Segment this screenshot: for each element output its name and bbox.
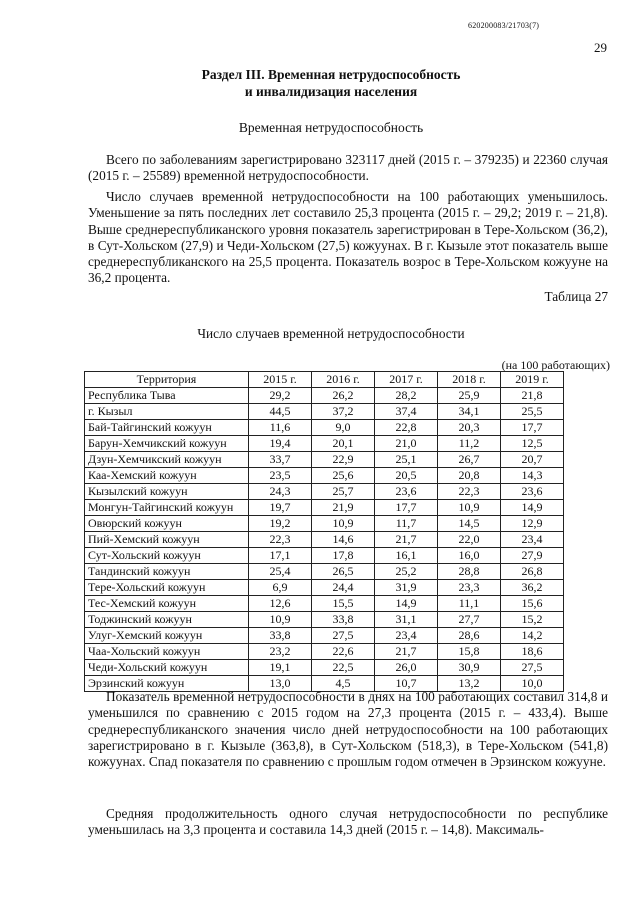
value-cell: 24,3 bbox=[249, 484, 312, 500]
table-row bbox=[85, 436, 564, 452]
value-cell: 11,7 bbox=[375, 516, 438, 532]
territory-cell: Улуг-Хемский кожуун bbox=[85, 628, 249, 644]
paragraph-days-per-100: Показатель временной нетрудоспособности в днях на 100 работающих составил 314,8 и уменьшился по сравнению с 2015 годом на 27,3 процента (2015 г. – 433,4). Выше среднереспубликанского значения число дней нетрудоспособности на 100 работающих зарегистрировано в г. Кызыле (363,8), в Сут-Хольском (518,3), в Тере-Хольском (541,8) кожуунах. Спад показателя по сравнению с прошлым годом отмечен в Эрзинском кожууне. bbox=[88, 689, 608, 770]
value-cell: 12,5 bbox=[501, 436, 564, 452]
value-cell: 28,8 bbox=[438, 564, 501, 580]
territory-cell: Барун-Хемчикский кожуун bbox=[85, 436, 249, 452]
territory-cell: Чеди-Хольский кожуун bbox=[85, 660, 249, 676]
value-cell: 30,9 bbox=[438, 660, 501, 676]
territory-cell: Тоджинский кожуун bbox=[85, 612, 249, 628]
value-cell: 33,8 bbox=[312, 612, 375, 628]
value-cell: 23,6 bbox=[501, 484, 564, 500]
value-cell: 25,7 bbox=[312, 484, 375, 500]
value-cell: 20,5 bbox=[375, 468, 438, 484]
territory-cell: г. Кызыл bbox=[85, 404, 249, 420]
value-cell: 25,2 bbox=[375, 564, 438, 580]
value-cell: 14,5 bbox=[438, 516, 501, 532]
table-title: Число случаев временной нетрудоспособности bbox=[197, 326, 465, 341]
value-cell: 21,9 bbox=[312, 500, 375, 516]
value-cell: 17,1 bbox=[249, 548, 312, 564]
value-cell: 37,2 bbox=[312, 404, 375, 420]
value-cell: 22,5 bbox=[312, 660, 375, 676]
table-row bbox=[85, 484, 564, 500]
value-cell: 14,9 bbox=[501, 500, 564, 516]
value-cell: 33,7 bbox=[249, 452, 312, 468]
value-cell: 14,6 bbox=[312, 532, 375, 548]
value-cell: 25,5 bbox=[501, 404, 564, 420]
table-row bbox=[85, 660, 564, 676]
value-cell: 11,2 bbox=[438, 436, 501, 452]
territory-cell: Сут-Хольский кожуун bbox=[85, 548, 249, 564]
table-unit: (на 100 работающих) bbox=[501, 358, 610, 372]
value-cell: 20,1 bbox=[312, 436, 375, 452]
value-cell: 22,6 bbox=[312, 644, 375, 660]
value-cell: 15,6 bbox=[501, 596, 564, 612]
table-row bbox=[85, 580, 564, 596]
value-cell: 19,7 bbox=[249, 500, 312, 516]
value-cell: 22,0 bbox=[438, 532, 501, 548]
table-row bbox=[85, 564, 564, 580]
column-header-year: 2016 г. bbox=[312, 372, 375, 388]
value-cell: 25,4 bbox=[249, 564, 312, 580]
value-cell: 22,9 bbox=[312, 452, 375, 468]
table-row bbox=[85, 420, 564, 436]
value-cell: 14,3 bbox=[501, 468, 564, 484]
value-cell: 28,6 bbox=[438, 628, 501, 644]
territory-cell: Республика Тыва bbox=[85, 388, 249, 404]
value-cell: 31,9 bbox=[375, 580, 438, 596]
value-cell: 23,3 bbox=[438, 580, 501, 596]
document-code: 620200083/21703(7) bbox=[468, 21, 540, 30]
table-row bbox=[85, 532, 564, 548]
paragraph-average-duration: Средняя продолжительность одного случая нетрудоспособности по республике уменьшилась на 3,3 процента и составила 14,3 дней (2015 г. – 14,8). Максималь- bbox=[88, 806, 608, 838]
table-row bbox=[85, 548, 564, 564]
value-cell: 25,9 bbox=[438, 388, 501, 404]
territory-cell: Овюрский кожуун bbox=[85, 516, 249, 532]
value-cell: 19,2 bbox=[249, 516, 312, 532]
section-title-line-2: и инвалидизация населения bbox=[244, 84, 418, 99]
table-row bbox=[85, 596, 564, 612]
value-cell: 12,6 bbox=[249, 596, 312, 612]
territory-cell: Тес-Хемский кожуун bbox=[85, 596, 249, 612]
value-cell: 27,7 bbox=[438, 612, 501, 628]
territory-cell: Тандинский кожуун bbox=[85, 564, 249, 580]
column-header-year: 2018 г. bbox=[438, 372, 501, 388]
table-row bbox=[85, 404, 564, 420]
table-row bbox=[85, 644, 564, 660]
value-cell: 23,5 bbox=[249, 468, 312, 484]
territory-cell: Монгун-Тайгинский кожуун bbox=[85, 500, 249, 516]
value-cell: 17,7 bbox=[375, 500, 438, 516]
value-cell: 21,7 bbox=[375, 644, 438, 660]
territory-cell: Тере-Хольский кожуун bbox=[85, 580, 249, 596]
value-cell: 19,1 bbox=[249, 660, 312, 676]
value-cell: 22,3 bbox=[438, 484, 501, 500]
table-row bbox=[85, 452, 564, 468]
section-subtitle: Временная нетрудоспособность bbox=[238, 120, 424, 135]
page-number: 29 bbox=[594, 40, 607, 55]
value-cell: 14,9 bbox=[375, 596, 438, 612]
territory-cell: Эрзинский кожуун bbox=[85, 676, 249, 692]
value-cell: 26,0 bbox=[375, 660, 438, 676]
value-cell: 13,2 bbox=[438, 676, 501, 692]
value-cell: 16,1 bbox=[375, 548, 438, 564]
paragraph-cases-per-100: Число случаев временной нетрудоспособности на 100 работающих уменьшилось. Уменьшение за пять последних лет составило 25,3 процента (2015 г. – 29,2; 2019 г. – 21,8). Выше среднереспубликанского уровня показатель зарегистрирован в Тере-Хольском (36,2), в Сут-Хольском (27,9) и Чеди-Хольском (27,5) кожуунах. В г. Кызыле этот показатель выше среднереспубликанского на 25,5 процента. Показатель возрос в Тере-Хольском кожууне на 36,2 процента. bbox=[88, 189, 608, 286]
value-cell: 26,7 bbox=[438, 452, 501, 468]
table-row bbox=[85, 388, 564, 404]
value-cell: 14,2 bbox=[501, 628, 564, 644]
value-cell: 10,9 bbox=[312, 516, 375, 532]
value-cell: 10,9 bbox=[249, 612, 312, 628]
territory-cell: Бай-Тайгинский кожуун bbox=[85, 420, 249, 436]
value-cell: 17,8 bbox=[312, 548, 375, 564]
value-cell: 26,5 bbox=[312, 564, 375, 580]
value-cell: 22,3 bbox=[249, 532, 312, 548]
column-header-year: 2017 г. bbox=[375, 372, 438, 388]
section-title-line-1: Раздел III. Временная нетрудоспособность bbox=[201, 67, 461, 82]
value-cell: 20,8 bbox=[438, 468, 501, 484]
value-cell: 15,8 bbox=[438, 644, 501, 660]
value-cell: 21,0 bbox=[375, 436, 438, 452]
value-cell: 26,8 bbox=[501, 564, 564, 580]
value-cell: 23,6 bbox=[375, 484, 438, 500]
value-cell: 21,7 bbox=[375, 532, 438, 548]
value-cell: 10,7 bbox=[375, 676, 438, 692]
territory-cell: Кызылский кожуун bbox=[85, 484, 249, 500]
value-cell: 15,5 bbox=[312, 596, 375, 612]
value-cell: 9,0 bbox=[312, 420, 375, 436]
value-cell: 20,3 bbox=[438, 420, 501, 436]
table-body bbox=[85, 388, 564, 692]
territory-cell: Каа-Хемский кожуун bbox=[85, 468, 249, 484]
value-cell: 6,9 bbox=[249, 580, 312, 596]
value-cell: 28,2 bbox=[375, 388, 438, 404]
value-cell: 25,6 bbox=[312, 468, 375, 484]
value-cell: 16,0 bbox=[438, 548, 501, 564]
value-cell: 25,1 bbox=[375, 452, 438, 468]
value-cell: 4,5 bbox=[312, 676, 375, 692]
value-cell: 23,4 bbox=[375, 628, 438, 644]
table-label: Таблица 27 bbox=[544, 289, 608, 304]
value-cell: 23,2 bbox=[249, 644, 312, 660]
value-cell: 33,8 bbox=[249, 628, 312, 644]
paragraph-total-cases: Всего по заболеваниям зарегистрировано 323117 дней (2015 г. – 379235) и 22360 случая (2015 г. – 25589) временной нетрудоспособности. bbox=[88, 152, 608, 184]
value-cell: 10,9 bbox=[438, 500, 501, 516]
territory-cell: Пий-Хемский кожуун bbox=[85, 532, 249, 548]
value-cell: 15,2 bbox=[501, 612, 564, 628]
value-cell: 36,2 bbox=[501, 580, 564, 596]
value-cell: 44,5 bbox=[249, 404, 312, 420]
table-row bbox=[85, 612, 564, 628]
table-header-row bbox=[85, 372, 564, 388]
value-cell: 26,2 bbox=[312, 388, 375, 404]
value-cell: 19,4 bbox=[249, 436, 312, 452]
value-cell: 20,7 bbox=[501, 452, 564, 468]
value-cell: 23,4 bbox=[501, 532, 564, 548]
value-cell: 27,9 bbox=[501, 548, 564, 564]
cases-table bbox=[84, 371, 564, 692]
value-cell: 17,7 bbox=[501, 420, 564, 436]
value-cell: 27,5 bbox=[312, 628, 375, 644]
table-row bbox=[85, 628, 564, 644]
value-cell: 31,1 bbox=[375, 612, 438, 628]
table-row bbox=[85, 468, 564, 484]
column-header-territory: Территория bbox=[85, 372, 249, 388]
value-cell: 13,0 bbox=[249, 676, 312, 692]
value-cell: 29,2 bbox=[249, 388, 312, 404]
value-cell: 18,6 bbox=[501, 644, 564, 660]
table-row bbox=[85, 516, 564, 532]
value-cell: 21,8 bbox=[501, 388, 564, 404]
table-row bbox=[85, 500, 564, 516]
territory-cell: Чаа-Хольский кожуун bbox=[85, 644, 249, 660]
value-cell: 11,1 bbox=[438, 596, 501, 612]
value-cell: 11,6 bbox=[249, 420, 312, 436]
value-cell: 24,4 bbox=[312, 580, 375, 596]
column-header-year: 2015 г. bbox=[249, 372, 312, 388]
value-cell: 37,4 bbox=[375, 404, 438, 420]
value-cell: 22,8 bbox=[375, 420, 438, 436]
value-cell: 10,0 bbox=[501, 676, 564, 692]
column-header-year: 2019 г. bbox=[501, 372, 564, 388]
territory-cell: Дзун-Хемчикский кожуун bbox=[85, 452, 249, 468]
value-cell: 27,5 bbox=[501, 660, 564, 676]
value-cell: 12,9 bbox=[501, 516, 564, 532]
value-cell: 34,1 bbox=[438, 404, 501, 420]
section-title bbox=[0, 66, 640, 100]
